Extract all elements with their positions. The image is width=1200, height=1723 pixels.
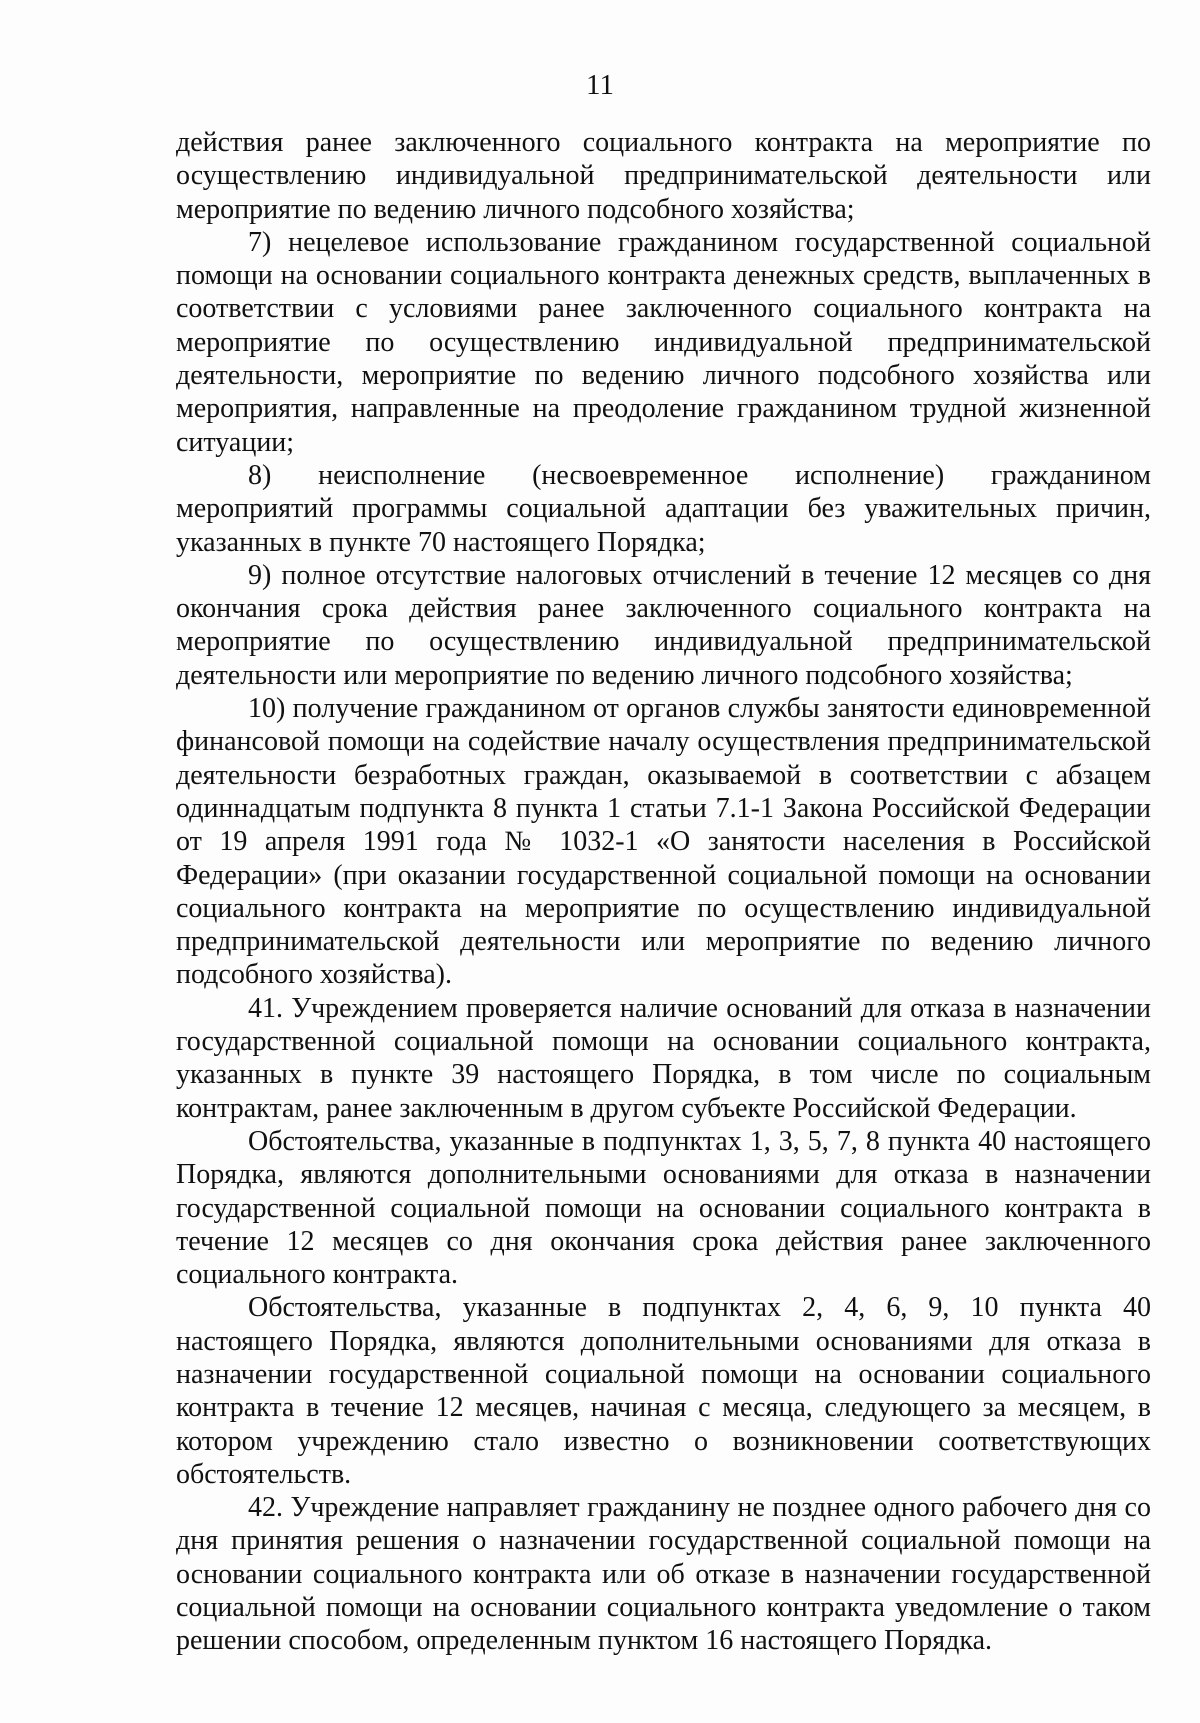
paragraph-circumstances-2: Обстоятельства, указанные в подпунктах 2, 4, 6, 9, 10 пункта 40 настоящего Порядка, являются дополнительными основаниями для отказа в назначении государственной социальной помощи на основании социального контракта в течение 12 месяцев, начиная с месяца, следующего за месяцем, в котором учреждению стало известно о возникновении соответствующих обстоятельств. (176, 1292, 1151, 1490)
paragraph-circumstances-1: Обстоятельства, указанные в подпунктах 1, 3, 5, 7, 8 пункта 40 настоящего Порядка, являются дополнительными основаниями для отказа в назначении государственной социальной помощи на основании социального контракта в течение 12 месяцев со дня окончания срока действия ранее заключенного социального контракта. (176, 1125, 1151, 1291)
paragraph-item-9: 9) полное отсутствие налоговых отчислений в течение 12 месяцев со дня окончания срока действия ранее заключенного социального контракта на мероприятие по осуществлению индивидуальной предпринимательской деятельности или мероприятие по ведению личного подсобного хозяйства; (176, 559, 1151, 691)
page-number: 11 (586, 69, 614, 101)
paragraph-item-10: 10) получение гражданином от органов службы занятости единовременной финансовой помощи на содействие началу осуществления предпринимательской деятельности безработных граждан, оказываемой в соответствии с абзацем одиннадцатым подпункта 8 пункта 1 статьи 7.1-1 Закона Российской Федерации от 19 апреля 1991 года № 1032-1 «О занятости населения в Российской Федерации» (при оказании государственной социальной помощи на основании социального контракта на мероприятие по осуществлению индивидуальной предпринимательской деятельности или мероприятие по ведению личного подсобного хозяйства). (176, 693, 1151, 991)
paragraph-item-7: 7) нецелевое использование гражданином государственной социальной помощи на основании социального контракта денежных средств, выплаченных в соответствии с условиями ранее заключенного социального контракта на мероприятие по осуществлению индивидуальной предпринимательской деятельности, мероприятие по ведению личного подсобного хозяйства или мероприятия, направленные на преодоление гражданином трудной жизненной ситуации; (176, 226, 1151, 458)
paragraph-clause-42: 42. Учреждение направляет гражданину не позднее одного рабочего дня со дня принятия решения о назначении государственной социальной помощи на основании социального контракта или об отказе в назначении государственной социальной помощи на основании социального контракта уведомление о таком решении способом, определенным пунктом 16 настоящего Порядка. (176, 1492, 1151, 1657)
paragraph-clause-41: 41. Учреждением проверяется наличие оснований для отказа в назначении государственной социальной помощи на основании социального контракта, указанных в пункте 39 настоящего Порядка, в том числе по социальным контрактам, ранее заключенным в другом субъекте Российской Федерации. (176, 992, 1151, 1124)
paragraph-item-8: 8) неисполнение (несвоевременное исполнение) гражданином мероприятий программы социальной адаптации без уважительных причин, указанных в пункте 70 настоящего Порядка; (176, 459, 1151, 558)
document-body (176, 126, 1151, 1658)
paragraph-continuation: действия ранее заключенного социального контракта на мероприятие по осуществлению индивидуальной предпринимательской деятельности или мероприятие по ведению личного подсобного хозяйства; (176, 127, 1151, 225)
